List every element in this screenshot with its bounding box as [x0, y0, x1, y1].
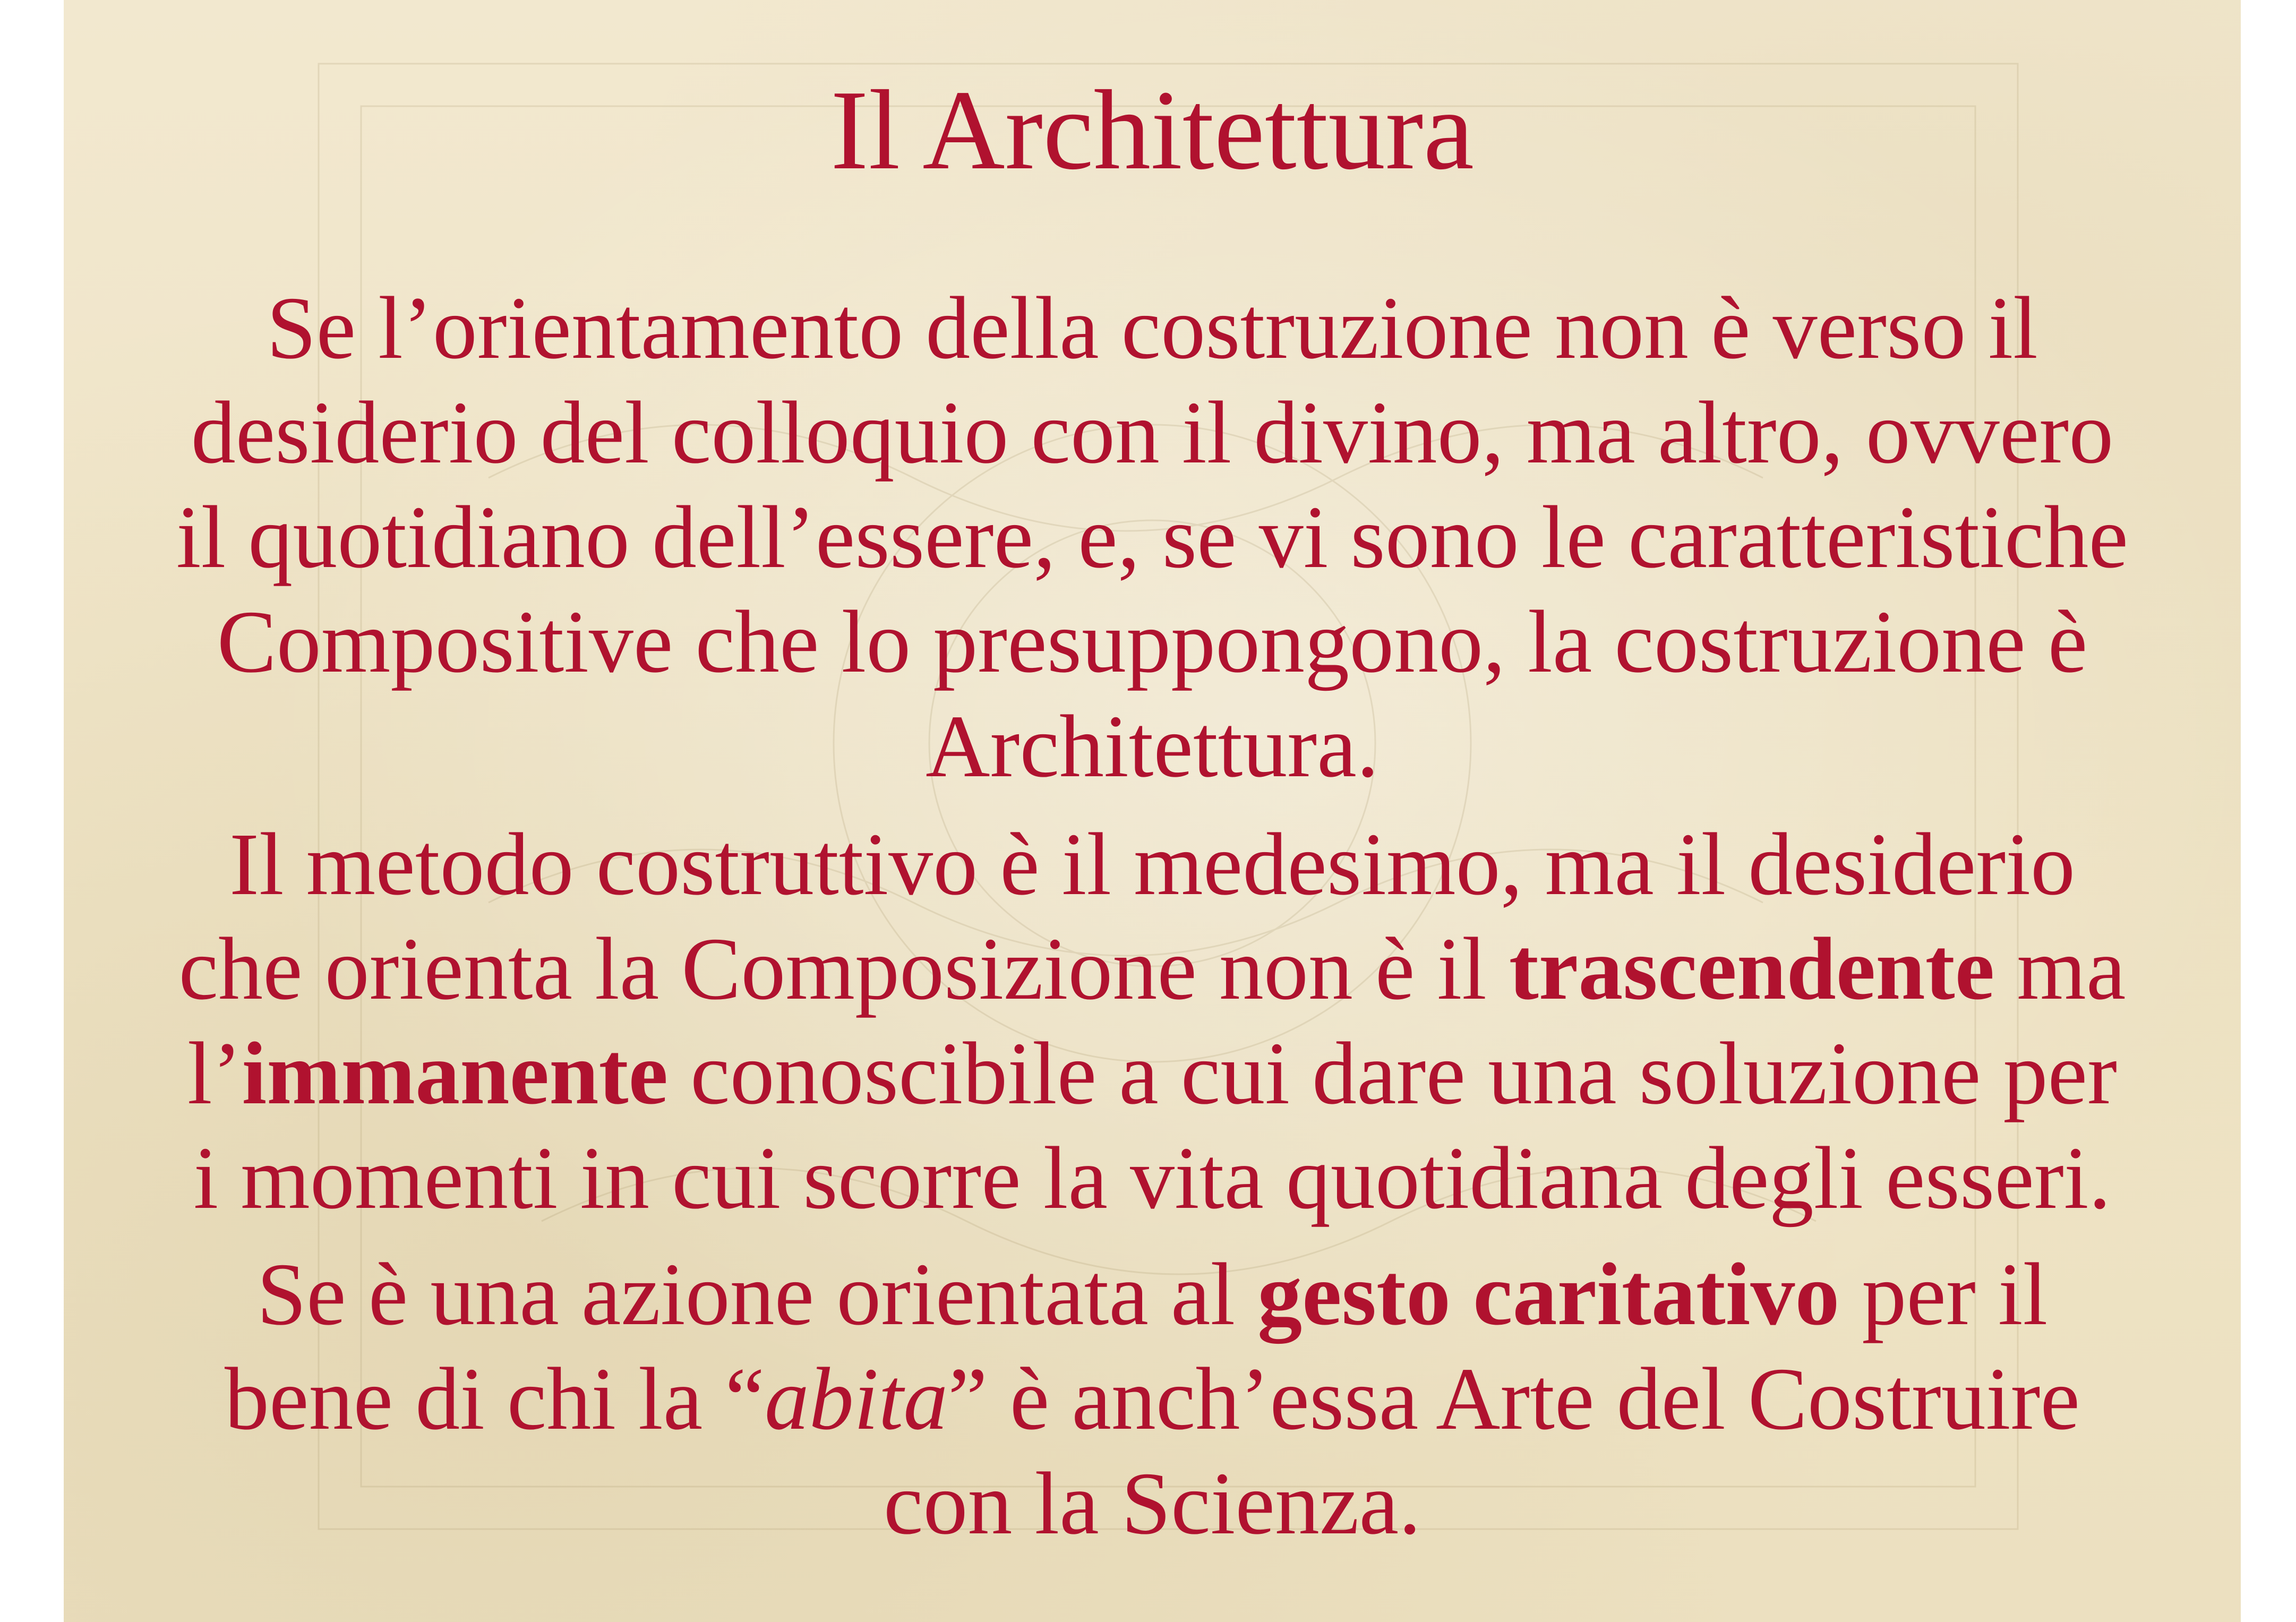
emphasis-trascendente: trascendente	[1509, 920, 1995, 1018]
paragraph-1	[64, 276, 2241, 799]
emphasis-gesto-caritativo: gesto caritativo	[1257, 1245, 1840, 1344]
paragraph-2-line: Il metodo costruttivo è il medesimo, ma il desiderio	[229, 815, 2075, 914]
paragraph-1-line: desiderio del colloquio con il divino, ma altro, ovvero	[191, 383, 2114, 482]
text-run: ” è anch’essa Arte del Costruire	[948, 1350, 2080, 1448]
paragraph-2-line	[64, 1022, 2241, 1126]
paragraph-3-line	[64, 1347, 2241, 1452]
text-run: che orienta la Composizione non è il	[178, 920, 1509, 1018]
text-run: Se è una azione orientata al	[256, 1245, 1258, 1344]
slide-title: Il Architettura	[830, 66, 1474, 193]
text-run: bene di chi la “	[224, 1350, 765, 1448]
paragraph-2-line: i momenti in cui scorre la vita quotidiana degli esseri.	[193, 1129, 2111, 1228]
text-run: per il	[1839, 1245, 2048, 1344]
paragraph-1-line: Architettura.	[926, 697, 1379, 796]
paragraph-1-line: il quotidiano dell’essere, e, se vi sono le caratteristiche	[176, 488, 2129, 587]
text-run: conoscibile a cui dare una soluzione per	[668, 1024, 2118, 1123]
paragraph-3-line	[64, 1242, 2241, 1347]
paragraph-1-line: Compositive che lo presuppongono, la costruzione è	[217, 593, 2088, 691]
emphasis-abita: abita	[764, 1350, 948, 1448]
paragraph-1-line: Se l’orientamento della costruzione non è verso il	[267, 279, 2038, 377]
paragraph-3-line: con la Scienza.	[883, 1454, 1421, 1553]
paragraph-2-line	[64, 917, 2241, 1022]
text-run: ma	[1994, 920, 2126, 1018]
paragraph-3	[64, 1242, 2241, 1556]
text-run: l’	[187, 1024, 242, 1123]
emphasis-immanente: immanente	[242, 1024, 669, 1123]
slide	[64, 0, 2241, 1622]
paragraph-2	[64, 812, 2241, 1231]
